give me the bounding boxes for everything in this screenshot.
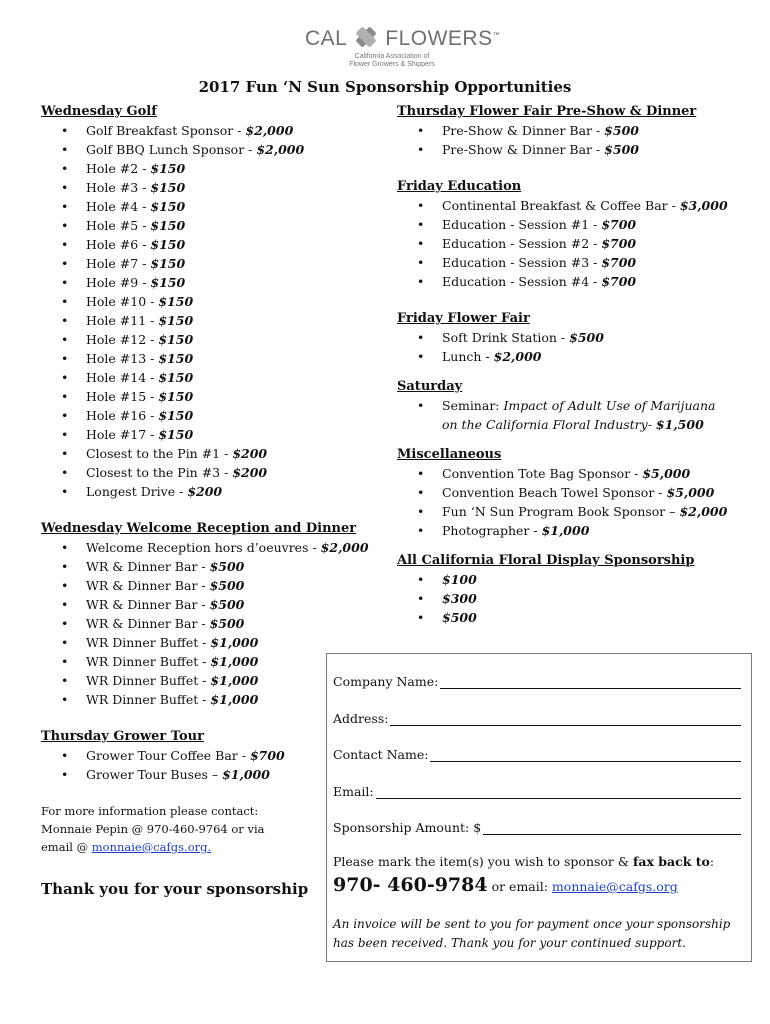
list-item bbox=[41, 671, 361, 690]
section-heading-reception: Wednesday Welcome Reception and Dinner bbox=[41, 521, 357, 536]
item-label: Education - Session #4 - bbox=[442, 274, 602, 289]
misc-list bbox=[397, 464, 757, 540]
list-item bbox=[397, 234, 757, 253]
item-price: $500 bbox=[209, 559, 245, 574]
item-price: $1,500 bbox=[655, 417, 704, 432]
reception-list bbox=[41, 538, 369, 709]
item-label: Hole #12 - bbox=[86, 332, 159, 347]
item-price: $500 bbox=[209, 616, 245, 631]
list-item bbox=[41, 614, 361, 633]
item-label: Fun ‘N Sun Program Book Sponsor – bbox=[442, 504, 680, 519]
logo-tm: ™ bbox=[492, 32, 501, 39]
item-label: Golf BBQ Lunch Sponsor - bbox=[86, 142, 257, 157]
list-item bbox=[397, 196, 757, 215]
section-heading-preshow: Thursday Flower Fair Pre-Show & Dinner bbox=[397, 104, 697, 119]
form-email-link[interactable]: monnaie@cafgs.org bbox=[551, 879, 678, 894]
item-price: $2,000 bbox=[245, 123, 294, 138]
item-price: $3,000 bbox=[679, 198, 728, 213]
contact-line2: Monnaie Pepin @ 970-460-9764 or via bbox=[41, 822, 265, 836]
item-price: $5,000 bbox=[642, 466, 691, 481]
item-label: Hole #9 - bbox=[86, 275, 151, 290]
display-list bbox=[397, 570, 757, 627]
list-item bbox=[41, 690, 361, 709]
item-label: Convention Tote Bag Sponsor - bbox=[442, 466, 643, 481]
sponsorship-form bbox=[326, 653, 752, 962]
item-price: $150 bbox=[158, 389, 194, 404]
item-price: $150 bbox=[150, 161, 186, 176]
logo-subtitle-line2: Flower Growers & Shippers bbox=[349, 61, 435, 68]
fax-suffix: : bbox=[709, 854, 715, 869]
list-item bbox=[41, 349, 361, 368]
item-price: $500 bbox=[604, 142, 639, 157]
item-label: WR & Dinner Bar - bbox=[86, 559, 210, 574]
item-price: $150 bbox=[158, 427, 194, 442]
item-label: Hole #14 - bbox=[86, 370, 159, 385]
item-label: Convention Beach Towel Sponsor - bbox=[442, 485, 667, 500]
item-label: Hole #2 - bbox=[86, 161, 151, 176]
address-line[interactable] bbox=[390, 713, 741, 726]
list-item bbox=[41, 216, 361, 235]
logo-subtitle bbox=[342, 53, 442, 69]
contact-email-link[interactable]: monnaie@cafgs.org. bbox=[91, 840, 212, 854]
item-label: Hole #6 - bbox=[86, 237, 151, 252]
item-price: $300 bbox=[442, 591, 477, 606]
page-title: 2017 Fun ‘N Sun Sponsorship Opportunities bbox=[198, 78, 572, 96]
item-label: WR & Dinner Bar - bbox=[86, 597, 210, 612]
flower-cross-icon bbox=[353, 26, 379, 48]
item-label: Grower Tour Coffee Bar - bbox=[86, 748, 250, 763]
list-item bbox=[41, 387, 361, 406]
item-label: Education - Session #2 - bbox=[442, 236, 602, 251]
item-price: $2,000 bbox=[256, 142, 305, 157]
item-price: $150 bbox=[158, 351, 194, 366]
fax-instructions bbox=[333, 854, 714, 869]
list-item bbox=[41, 444, 361, 463]
list-item bbox=[41, 633, 361, 652]
item-label: Hole #10 - bbox=[86, 294, 159, 309]
list-item bbox=[41, 425, 361, 444]
logo-subtitle-line1: California Association of bbox=[354, 53, 430, 60]
list-item bbox=[41, 463, 361, 482]
item-label: Pre-Show & Dinner Bar - bbox=[442, 142, 605, 157]
item-price: $150 bbox=[150, 275, 186, 290]
list-item bbox=[41, 538, 369, 557]
item-price: $200 bbox=[232, 446, 268, 461]
item-label: WR & Dinner Bar - bbox=[86, 578, 210, 593]
list-item bbox=[397, 483, 757, 502]
item-price: $500 bbox=[569, 330, 604, 345]
tour-list bbox=[41, 746, 361, 784]
item-label: Hole #11 - bbox=[86, 313, 159, 328]
item-emphasis: on the California Floral Industry- bbox=[442, 417, 656, 432]
section-heading-display: All California Floral Display Sponsorship bbox=[397, 553, 695, 568]
item-label: WR Dinner Buffet - bbox=[86, 635, 211, 650]
item-label: Hole #17 - bbox=[86, 427, 159, 442]
list-item bbox=[41, 746, 361, 765]
preshow-list bbox=[397, 121, 757, 159]
item-label: Grower Tour Buses – bbox=[86, 767, 223, 782]
section-heading-education: Friday Education bbox=[397, 179, 522, 194]
contact-info bbox=[41, 802, 265, 856]
item-label: Hole #4 - bbox=[86, 199, 151, 214]
item-label: Hole #3 - bbox=[86, 180, 151, 195]
item-label: Education - Session #1 - bbox=[442, 217, 602, 232]
item-price: $1,000 bbox=[541, 523, 590, 538]
section-heading-tour: Thursday Grower Tour bbox=[41, 729, 204, 744]
section-heading-golf: Wednesday Golf bbox=[41, 104, 157, 119]
item-price: $150 bbox=[158, 294, 194, 309]
fax-number: 970- 460-9784 bbox=[333, 874, 488, 896]
amount-label: Sponsorship Amount: $ bbox=[333, 820, 482, 835]
contact-line1: For more information please contact: bbox=[41, 804, 259, 818]
item-label: WR Dinner Buffet - bbox=[86, 692, 211, 707]
contact-name-label: Contact Name: bbox=[333, 747, 429, 762]
item-price: $200 bbox=[187, 484, 223, 499]
list-item bbox=[41, 330, 361, 349]
list-item bbox=[41, 159, 361, 178]
contact-email-prefix: email @ bbox=[41, 840, 92, 854]
item-price: $200 bbox=[232, 465, 268, 480]
contact-name-field[interactable] bbox=[333, 747, 741, 762]
education-list bbox=[397, 196, 757, 291]
list-item bbox=[397, 396, 757, 415]
item-price: $150 bbox=[150, 218, 186, 233]
item-price: $1,000 bbox=[210, 673, 259, 688]
section-heading-saturday: Saturday bbox=[397, 379, 463, 394]
item-label: Pre-Show & Dinner Bar - bbox=[442, 123, 605, 138]
list-item bbox=[397, 215, 757, 234]
item-price: $5,000 bbox=[666, 485, 715, 500]
list-item bbox=[41, 595, 361, 614]
item-price: $150 bbox=[158, 313, 194, 328]
list-item bbox=[41, 235, 361, 254]
list-item bbox=[397, 589, 757, 608]
item-price: $700 bbox=[601, 217, 637, 232]
saturday-list bbox=[397, 396, 757, 434]
item-price: $2,000 bbox=[679, 504, 728, 519]
or-email-label: or email: bbox=[487, 879, 552, 894]
item-label: Longest Drive - bbox=[86, 484, 188, 499]
list-item bbox=[41, 482, 361, 501]
address-field[interactable] bbox=[333, 711, 741, 726]
logo-text-cal: CAL bbox=[305, 27, 347, 50]
item-price: $100 bbox=[442, 572, 477, 587]
list-item bbox=[41, 197, 361, 216]
item-price: $150 bbox=[150, 180, 186, 195]
list-item bbox=[41, 121, 361, 140]
item-price: $700 bbox=[601, 255, 637, 270]
item-label: WR & Dinner Bar - bbox=[86, 616, 210, 631]
item-label: WR Dinner Buffet - bbox=[86, 654, 211, 669]
item-label: Soft Drink Station - bbox=[442, 330, 570, 345]
item-label: Lunch - bbox=[442, 349, 494, 364]
logo-text-flowers: FLOWERS bbox=[385, 27, 493, 50]
contact-name-line[interactable] bbox=[430, 749, 741, 762]
list-item bbox=[397, 253, 757, 272]
list-item bbox=[41, 140, 361, 159]
item-price: $1,000 bbox=[210, 654, 259, 669]
item-label: Golf Breakfast Sponsor - bbox=[86, 123, 246, 138]
item-label: Closest to the Pin #1 - bbox=[86, 446, 233, 461]
item-label: Welcome Reception hors d’oeuvres - bbox=[86, 540, 321, 555]
invoice-note: An invoice will be sent to you for payment once your sponsorship has been received. Thank you for your continued support. bbox=[333, 917, 731, 950]
list-item bbox=[397, 328, 757, 347]
item-price: $700 bbox=[601, 236, 637, 251]
item-price: $150 bbox=[150, 237, 186, 252]
list-item-continued bbox=[397, 415, 757, 434]
email-field[interactable] bbox=[333, 784, 741, 799]
item-price: $500 bbox=[209, 578, 245, 593]
address-label: Address: bbox=[333, 711, 389, 726]
list-item bbox=[41, 406, 361, 425]
amount-line[interactable] bbox=[483, 822, 741, 835]
item-price: $700 bbox=[601, 274, 637, 289]
item-label: Photographer - bbox=[442, 523, 542, 538]
section-heading-misc: Miscellaneous bbox=[397, 447, 502, 462]
right-column bbox=[397, 102, 757, 627]
item-price: $1,000 bbox=[222, 767, 270, 782]
item-price: $150 bbox=[158, 408, 194, 423]
list-item bbox=[397, 121, 757, 140]
company-label: Company Name: bbox=[333, 674, 439, 689]
item-price: $2,000 bbox=[320, 540, 369, 555]
item-emphasis: Impact of Adult Use of Marijuana bbox=[503, 398, 716, 413]
item-price: $500 bbox=[209, 597, 245, 612]
item-price: $150 bbox=[150, 199, 186, 214]
list-item bbox=[41, 576, 361, 595]
item-price: $500 bbox=[604, 123, 639, 138]
item-label: Continental Breakfast & Coffee Bar - bbox=[442, 198, 680, 213]
golf-list bbox=[41, 121, 361, 501]
company-field[interactable] bbox=[333, 674, 741, 689]
list-item bbox=[41, 254, 361, 273]
list-item bbox=[397, 608, 757, 627]
thank-you-text: Thank you for your sponsorship bbox=[41, 880, 309, 898]
fax-bold: fax back to bbox=[632, 854, 710, 869]
list-item bbox=[41, 273, 361, 292]
left-column bbox=[41, 102, 369, 784]
item-price: $1,000 bbox=[210, 692, 259, 707]
list-item bbox=[41, 368, 361, 387]
logo-wordmark bbox=[305, 26, 500, 51]
list-item bbox=[397, 570, 757, 589]
list-item bbox=[41, 652, 361, 671]
contact-line3 bbox=[41, 838, 265, 856]
item-label: Hole #7 - bbox=[86, 256, 151, 271]
item-label: Seminar: bbox=[442, 398, 504, 413]
item-price: $150 bbox=[150, 256, 186, 271]
list-item bbox=[397, 272, 757, 291]
item-price: $150 bbox=[158, 332, 194, 347]
fair-list bbox=[397, 328, 757, 366]
email-line[interactable] bbox=[376, 786, 741, 799]
list-item bbox=[41, 178, 361, 197]
list-item bbox=[397, 140, 757, 159]
item-price: $2,000 bbox=[493, 349, 542, 364]
list-item bbox=[397, 502, 757, 521]
list-item bbox=[41, 557, 361, 576]
item-label: Hole #16 - bbox=[86, 408, 159, 423]
list-item bbox=[397, 347, 757, 366]
fax-number-line bbox=[333, 874, 678, 896]
item-label: Hole #5 - bbox=[86, 218, 151, 233]
item-price: $700 bbox=[249, 748, 285, 763]
company-line[interactable] bbox=[440, 676, 741, 689]
list-item bbox=[397, 464, 757, 483]
item-price: $500 bbox=[442, 610, 477, 625]
list-item bbox=[41, 765, 361, 784]
item-label: Hole #13 - bbox=[86, 351, 159, 366]
email-label: Email: bbox=[333, 784, 374, 799]
item-price: $150 bbox=[158, 370, 194, 385]
item-label: Education - Session #3 - bbox=[442, 255, 602, 270]
item-price: $1,000 bbox=[210, 635, 259, 650]
item-label: Closest to the Pin #3 - bbox=[86, 465, 233, 480]
list-item bbox=[397, 521, 757, 540]
amount-field[interactable] bbox=[333, 820, 741, 835]
item-label: WR Dinner Buffet - bbox=[86, 673, 211, 688]
item-label: Hole #15 - bbox=[86, 389, 159, 404]
list-item bbox=[41, 311, 361, 330]
list-item bbox=[41, 292, 361, 311]
cal-flowers-logo bbox=[305, 22, 501, 74]
section-heading-fair: Friday Flower Fair bbox=[397, 311, 530, 326]
fax-prefix: Please mark the item(s) you wish to sponsor & bbox=[333, 854, 633, 869]
